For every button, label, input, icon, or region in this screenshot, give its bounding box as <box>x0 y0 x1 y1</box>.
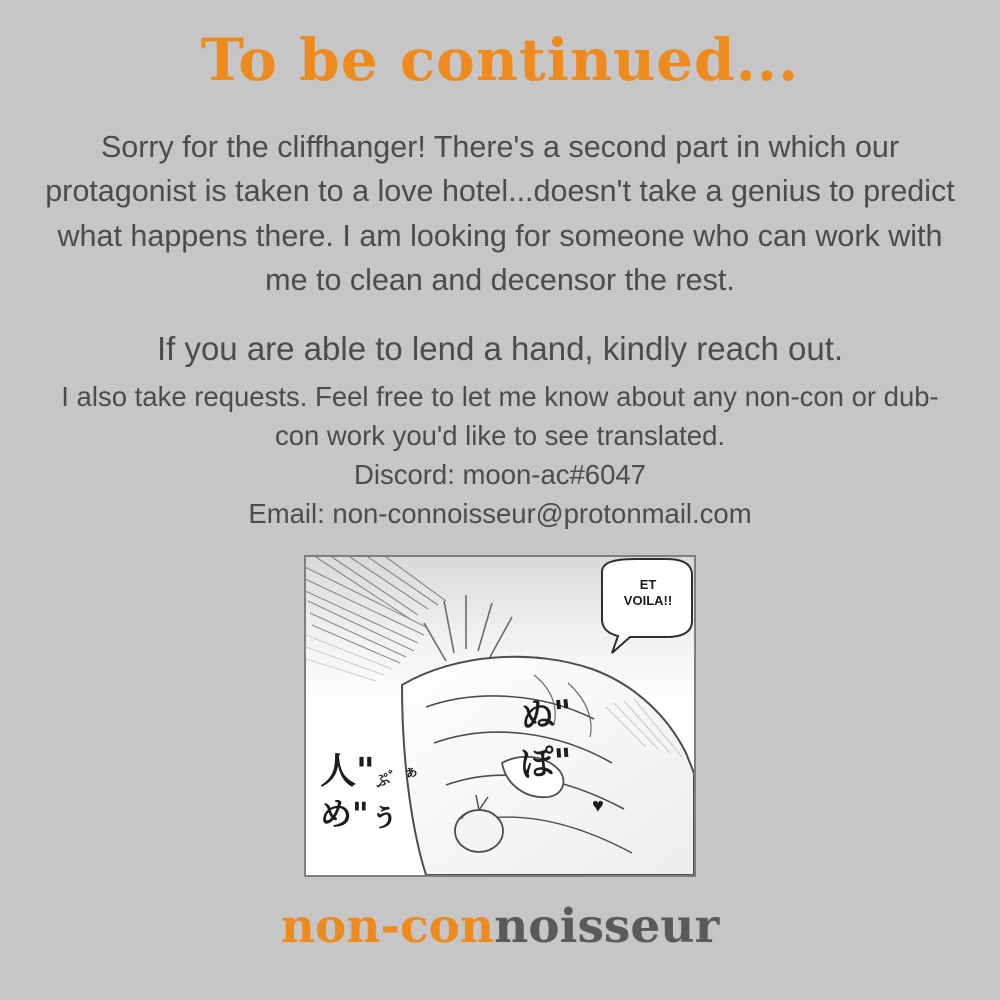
sfx-left-top: 人" <box>320 750 375 792</box>
heart-icon: ♥ <box>592 794 604 817</box>
speech-bubble-text <box>606 577 690 610</box>
page-title: To be continued... <box>200 26 800 94</box>
discord-contact: Discord: moon-ac#6047 <box>354 458 646 490</box>
speech-bubble-line-2: VOILA!! <box>623 592 673 608</box>
brand-part-two: noisseur <box>494 898 720 954</box>
speech-bubble-line-1: ET <box>639 576 657 592</box>
sfx-small: ぷ゛ぁ <box>372 760 421 792</box>
sfx-right-top: ぬ" <box>518 692 575 738</box>
intro-paragraph: Sorry for the cliffhanger! There's a second part in which our protagonist is taken to a love hotel...doesn't take a genius to predict what happens there. I am looking for someone who can work with me to clean and decensor the rest. <box>45 129 955 298</box>
brand-footer <box>280 898 720 954</box>
sfx-right-bottom: ぽ" <box>518 740 574 785</box>
manga-panel <box>304 555 696 877</box>
brand-part-one: non-con <box>280 898 495 954</box>
sfx-left-bottom: め"ぅ <box>320 794 401 833</box>
call-to-action-text: If you are able to lend a hand, kindly reach out. <box>156 329 844 367</box>
email-contact: Email: non-connoisseur@protonmail.com <box>248 497 752 529</box>
requests-text: I also take requests. Feel free to let me know about any non-con or dub-con work you'd like to see translated. <box>61 380 939 451</box>
